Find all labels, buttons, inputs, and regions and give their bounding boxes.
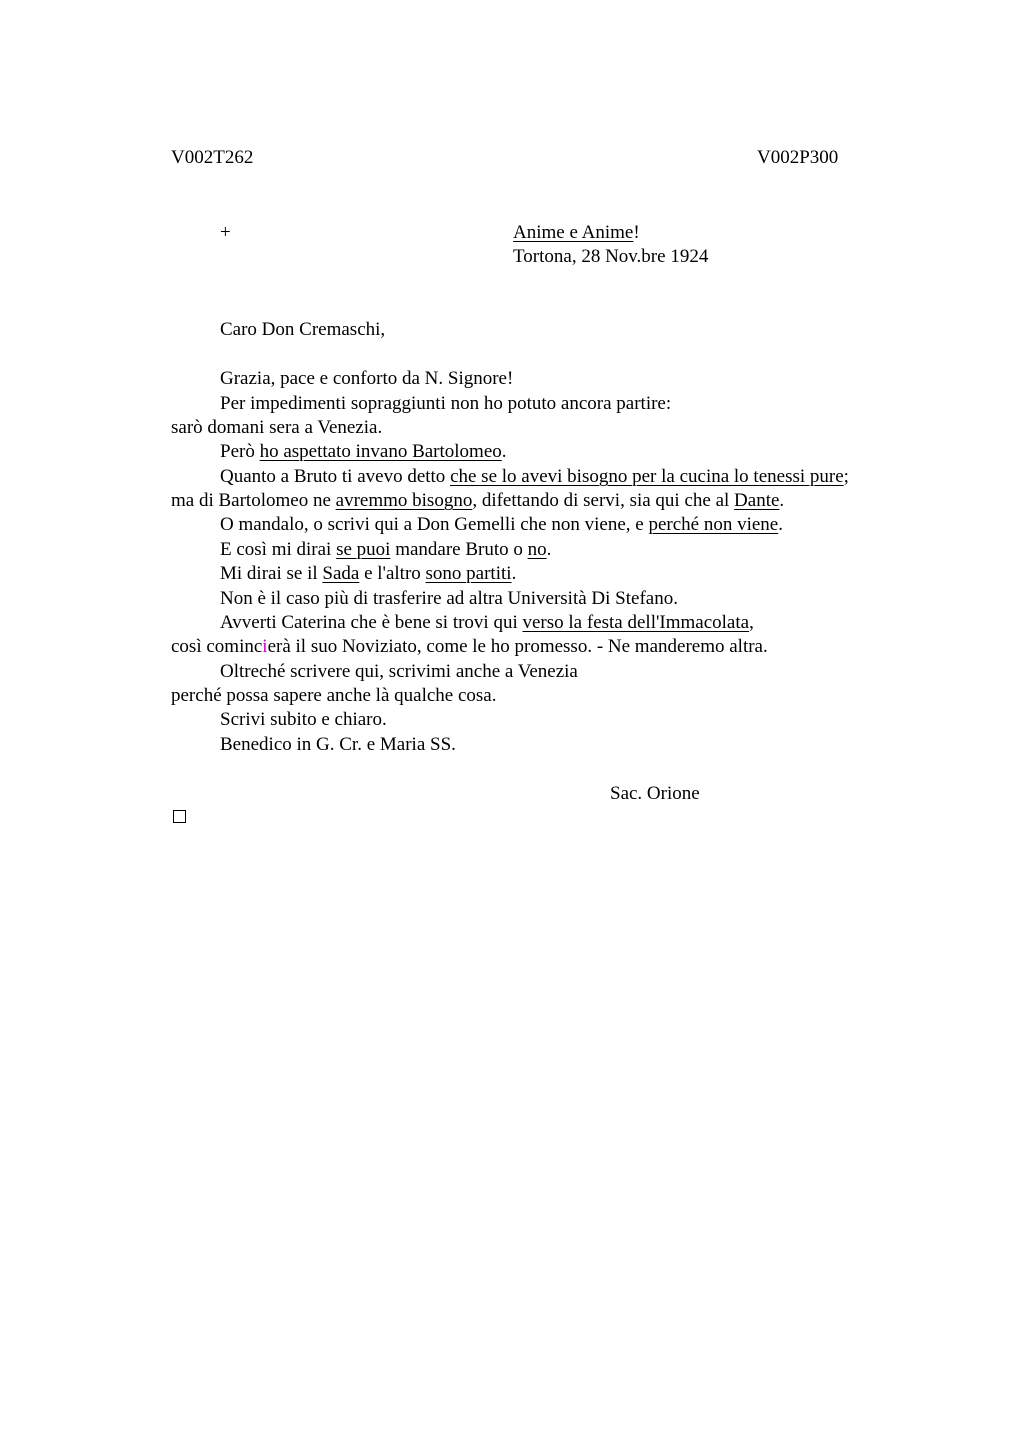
body-line: perché possa sapere anche là qualche cosa. (171, 685, 497, 706)
body-line: Grazia, pace e conforto da N. Signore! (220, 368, 514, 389)
text-run: e l'altro (359, 563, 426, 584)
signature: Sac. Orione (610, 783, 700, 804)
body-line: Scrivi subito e chiaro. (220, 709, 387, 730)
body-line: Benedico in G. Cr. e Maria SS. (220, 734, 456, 755)
highlighted-letter: i (262, 636, 268, 657)
motto (513, 221, 640, 245)
text-run: ; (843, 466, 849, 487)
underlined-text: Sada (322, 563, 360, 584)
underlined-text: verso la festa dell'Immacolata (522, 612, 750, 633)
underlined-text: che se lo avevi bisogno per la cucina lo tenessi pure (450, 466, 844, 487)
text-run: , (749, 612, 754, 633)
text-run: Mi dirai se il (220, 563, 323, 584)
body-line: Per impedimenti sopraggiunti non ho potuto ancora partire: (220, 393, 672, 414)
end-box-icon (173, 810, 186, 823)
text-run: ma di Bartolomeo ne (171, 490, 336, 511)
body-line: sarò domani sera a Venezia. (171, 417, 383, 438)
text-run: così cominc (171, 636, 263, 657)
body-line: Non è il caso più di trasferire ad altra Università Di Stefano. (220, 588, 678, 609)
body-line (220, 513, 783, 537)
body-line (220, 465, 849, 489)
body-line (220, 562, 516, 586)
body-line: Oltreché scrivere qui, scrivimi anche a Venezia (220, 661, 578, 682)
text-run: O mandalo, o scrivi qui a Don Gemelli che non viene, e (220, 514, 649, 535)
body-line (171, 635, 768, 659)
body-line (220, 611, 754, 635)
text-run: erà il suo Noviziato, come le ho promesso. - Ne manderemo altra. (267, 636, 768, 657)
salutation: Caro Don Cremaschi, (220, 319, 386, 340)
text-run: E così mi dirai (220, 539, 337, 560)
motto-underlined: Anime e Anime (513, 222, 634, 243)
text-run: . (501, 441, 507, 462)
text-run: Avverti Caterina che è bene si trovi qui (220, 612, 523, 633)
text-run: . (778, 514, 783, 535)
underlined-text: no (527, 539, 547, 560)
text-run: . (779, 490, 785, 511)
place-date: Tortona, 28 Nov.bre 1924 (513, 246, 709, 267)
doc-code-right: V002P300 (757, 147, 839, 168)
text-run: , difettando di servi, sia qui che al (472, 490, 735, 511)
text-run: Quanto a Bruto ti avevo detto (220, 466, 451, 487)
underlined-text: ho aspettato invano Bartolomeo (259, 441, 502, 462)
text-run: mandare Bruto o (390, 539, 528, 560)
cross-mark: + (220, 222, 231, 243)
text-run: Però (220, 441, 260, 462)
motto-end: ! (633, 222, 640, 243)
underlined-text: Dante (734, 490, 780, 511)
underlined-text: se puoi (336, 539, 391, 560)
text-run: . (511, 563, 517, 584)
underlined-text: perché non viene (648, 514, 779, 535)
body-line (220, 538, 551, 562)
body-line (171, 489, 784, 513)
text-run: . (546, 539, 552, 560)
underlined-text: sono partiti (425, 563, 512, 584)
body-line (220, 440, 507, 464)
underlined-text: avremmo bisogno (335, 490, 473, 511)
doc-code-left: V002T262 (171, 147, 254, 168)
